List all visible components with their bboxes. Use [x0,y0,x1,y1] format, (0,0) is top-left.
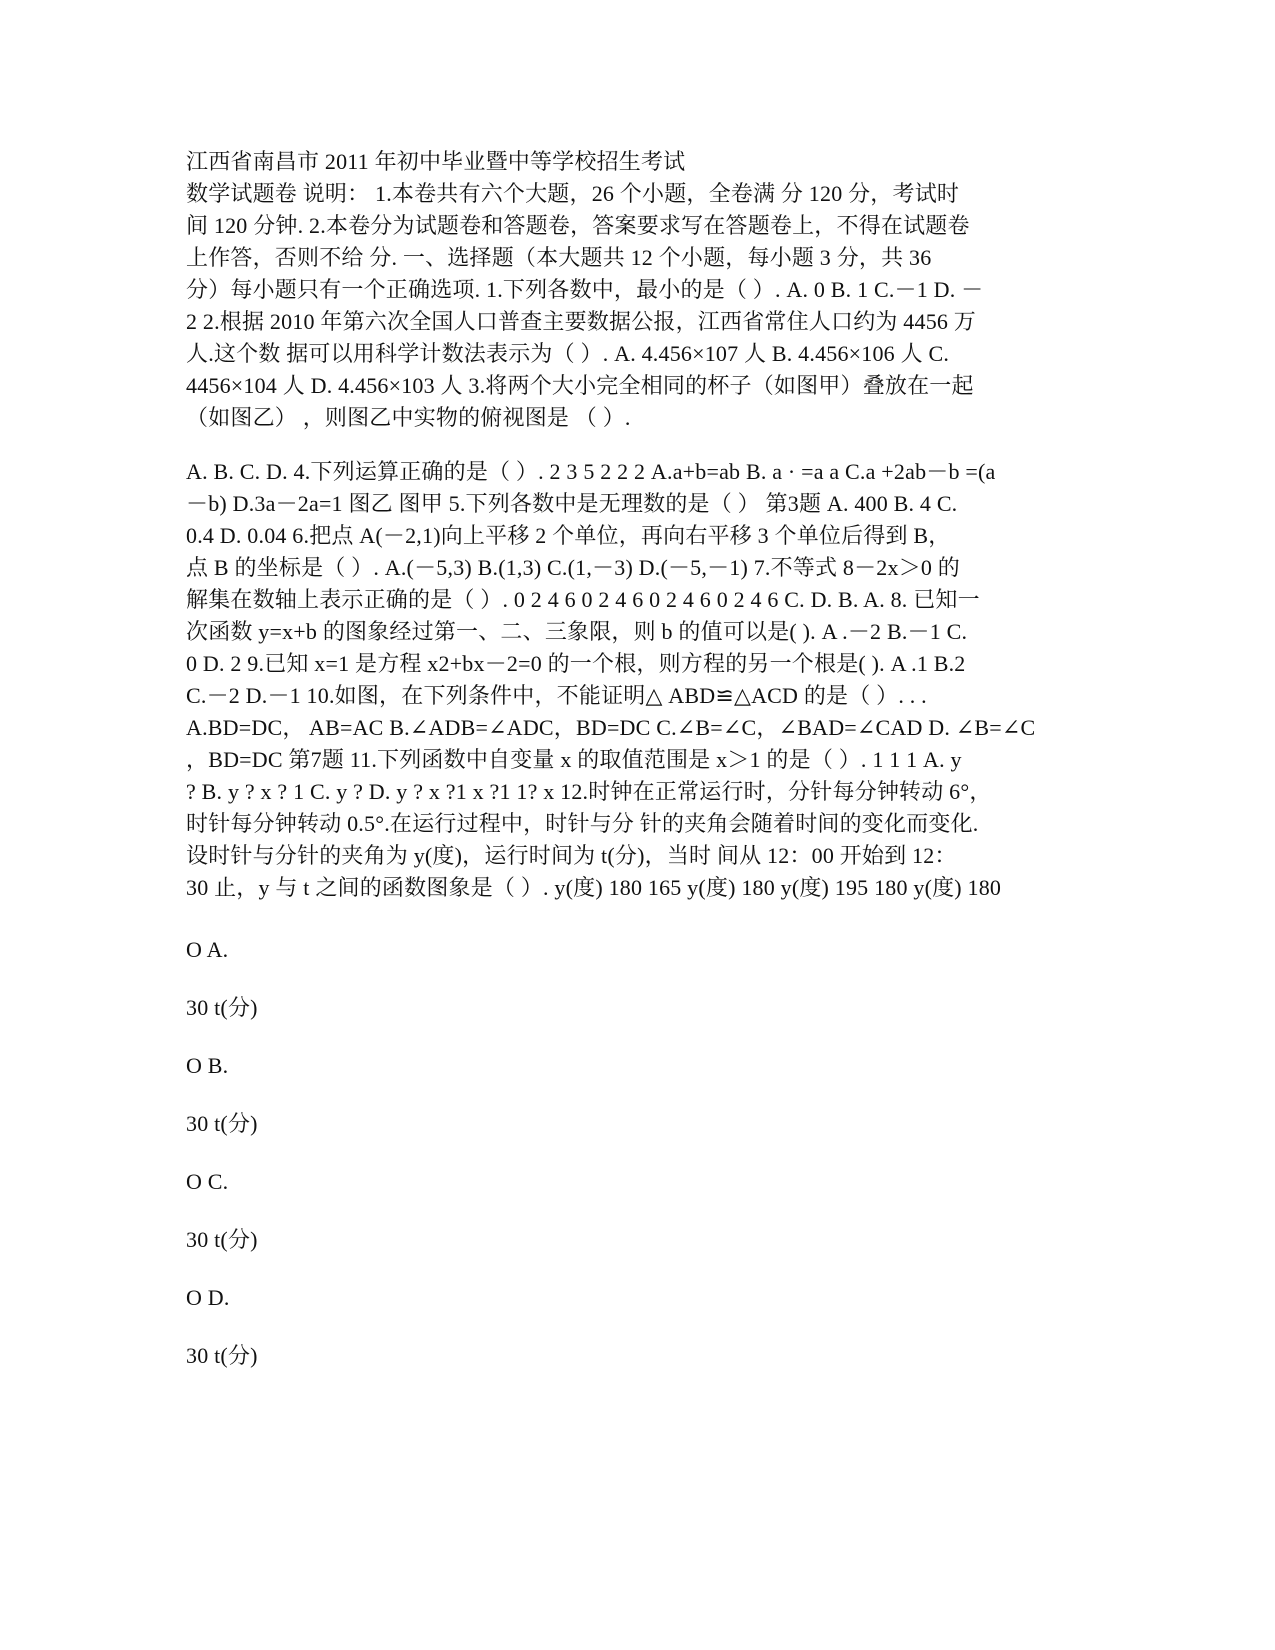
text-line: 30 止，y 与 t 之间的函数图象是（ ）. y(度) 180 165 y(度) 180 y(度) 195 180 y(度) 180 [186,875,1002,900]
text-line: C.－2 D.－1 10.如图，在下列条件中，不能证明△ ABD≌△ACD 的是（ ）. . . [186,683,927,708]
graph-label-line: O B. [186,1053,229,1078]
graph-label-line: O A. [186,937,229,962]
text-line: －b) D.3a－2a=1 图乙 图甲 5.下列各数中是无理数的是（ ） 第3题 A. 400 B. 4 C. [186,491,958,516]
graph-label-line: 30 t(分) [186,995,258,1020]
text-line: 点 B 的坐标是（ ）. A.(－5,3) B.(1,3) C.(1,－3) D.(－5,－1) 7.不等式 8－2x＞0 的 [186,555,961,580]
text-line: 时针每分钟转动 0.5°.在运行过程中，时针与分 针的夹角会随着时间的变化而变化. [186,811,979,836]
text-line: 上作答，否则不给 分. 一、选择题（本大题共 12 个小题，每小题 3 分，共 36 [186,245,932,270]
text-line: 人.这个数 据可以用科学计数法表示为（ ）. A. 4.456×107 人 B. 4.456×106 人 C. [186,341,950,366]
text-line: 间 120 分钟. 2.本卷分为试题卷和答题卷，答案要求写在答题卷上，不得在试题卷 [186,213,970,238]
text-line: 解集在数轴上表示正确的是（ ）. 0 2 4 6 0 2 4 6 0 2 4 6 0 2 4 6 C. D. B. A. 8. 已知一 [186,587,980,612]
text-line: 次函数 y=x+b 的图象经过第一、二、三象限，则 b 的值可以是( ). A .－2 B.－1 C. [186,619,968,644]
graph-label-line: O D. [186,1285,230,1310]
text-line: 4456×104 人 D. 4.456×103 人 3.将两个大小完全相同的杯子（如图甲）叠放在一起 [186,373,974,398]
text-line: （如图乙） ，则图乙中实物的俯视图是 （ ）. [186,405,631,430]
text-line: 0.4 D. 0.04 6.把点 A(－2,1)向上平移 2 个单位，再向右平移 3 个单位后得到 B， [186,523,951,548]
text-line: 0 D. 2 9.已知 x=1 是方程 x2+bx－2=0 的一个根，则方程的另一个根是( ). A .1 B.2 [186,651,966,676]
text-line: A. B. C. D. 4.下列运算正确的是（ ）. 2 3 5 2 2 2 A.a+b=ab B. a · =a a C.a +2ab－b =(a [186,459,996,484]
text-line: ，BD=DC 第7题 11.下列函数中自变量 x 的取值范围是 x＞1 的是（ ）. 1 1 1 A. y [186,747,962,772]
graph-label-line: 30 t(分) [186,1227,258,1252]
text-line: 分）每小题只有一个正确选项. 1.下列各数中，最小的是（ ）. A. 0 B. 1 C.－1 D. － [186,277,984,302]
text-line: ? B. y ? x ? 1 C. y ? D. y ? x ?1 x ?1 1? x 12.时钟在正常运行时，分针每分钟转动 6°， [186,779,992,804]
graph-label-line: 30 t(分) [186,1343,258,1368]
graph-label-line: 30 t(分) [186,1111,258,1136]
text-line: 2 2.根据 2010 年第六次全国人口普查主要数据公报，江西省常住人口约为 4456 万 [186,309,977,334]
text-line: A.BD=DC， AB=AC B.∠ADB=∠ADC，BD=DC C.∠B=∠C，∠BAD=∠CAD D. ∠B=∠C [186,715,1036,740]
graph-label-line: O C. [186,1169,229,1194]
text-line: 设时针与分针的夹角为 y(度)，运行时间为 t(分)，当时 间从 12：00 开始到 12： [186,843,957,868]
doc-title-line: 江西省南昌市 2011 年初中毕业暨中等学校招生考试 [186,149,686,174]
text-line: 数学试题卷 说明： 1.本卷共有六个大题，26 个小题，全卷满 分 120 分，考试时 [186,181,960,206]
